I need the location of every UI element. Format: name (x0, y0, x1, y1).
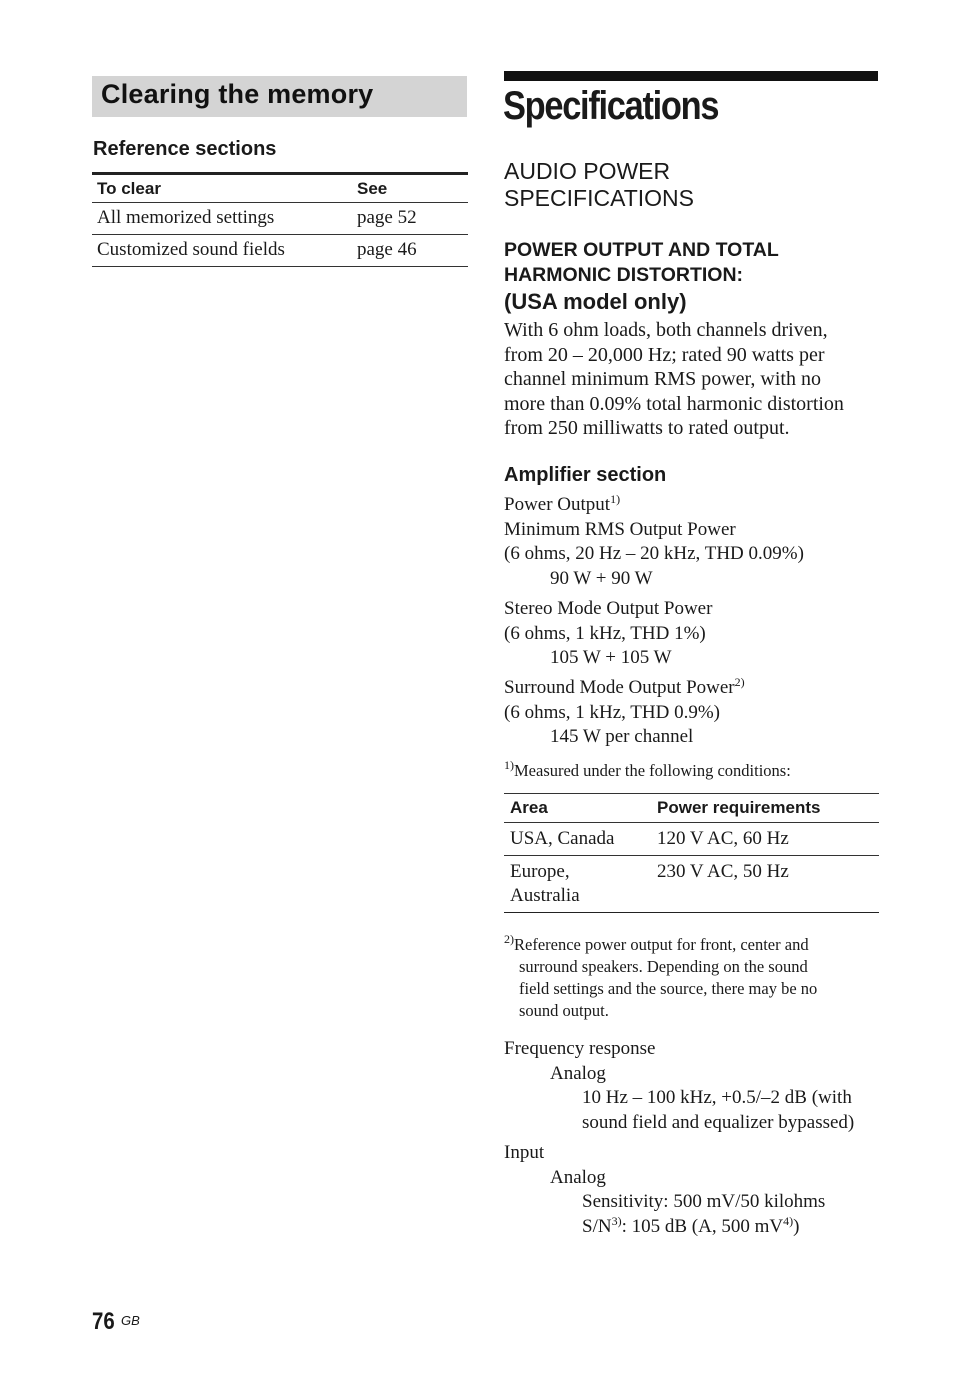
footnote-text: field settings and the source, there may be no (519, 979, 818, 998)
section-title: Clearing the memory (101, 79, 374, 109)
reference-table (92, 172, 468, 267)
sn-text: ) (793, 1215, 800, 1237)
surround-value: 145 W per channel (550, 726, 694, 747)
cell-see: page 46 (352, 235, 468, 267)
cell-power: 120 V AC, 60 Hz (651, 823, 879, 856)
input-sensitivity: Sensitivity: 500 mV/50 kilohms (582, 1191, 826, 1212)
footnote-2 (504, 934, 817, 1022)
audio-heading-line: AUDIO POWER (504, 158, 671, 184)
frequency-label: Frequency response (504, 1038, 656, 1059)
surround-cond: (6 ohms, 1 kHz, THD 0.9%) (504, 701, 721, 723)
footnote-text: sound output. (519, 1001, 609, 1020)
sn-text: : 105 dB (A, 500 mV (621, 1215, 784, 1237)
power-output-block (504, 493, 804, 591)
cell-see: page 52 (352, 203, 468, 235)
footnote-line (504, 934, 817, 956)
footnote-1 (504, 760, 791, 782)
input-block (504, 1141, 825, 1239)
header-see: See (352, 174, 468, 203)
table-row (504, 823, 879, 856)
pot-heading-line: POWER OUTPUT AND TOTAL (504, 239, 779, 261)
surround-label: Surround Mode Output Power (504, 677, 735, 698)
surround-label-line (504, 676, 745, 701)
power-output-label: Power Output (504, 494, 611, 515)
table-row (504, 856, 879, 913)
input-sub: Analog (550, 1166, 606, 1188)
paragraph-line: channel minimum RMS power, with no (504, 368, 821, 390)
input-label: Input (504, 1142, 545, 1163)
power-output-cond: (6 ohms, 20 Hz – 20 kHz, THD 0.09%) (504, 543, 804, 564)
footnote-text: Measured under the following conditions: (514, 761, 791, 780)
input-sn (504, 1215, 825, 1240)
footnote-text: Reference power output for front, center and (514, 935, 809, 954)
table-row (92, 235, 468, 267)
stereo-block (504, 597, 712, 671)
frequency-value: 10 Hz – 100 kHz, +0.5/–2 dB (with (582, 1087, 852, 1108)
frequency-sub: Analog (550, 1062, 606, 1084)
power-output-label-line (504, 493, 804, 518)
stereo-cond: (6 ohms, 1 kHz, THD 1%) (504, 622, 706, 644)
header-to-clear: To clear (92, 174, 352, 203)
power-requirements-table (504, 793, 879, 913)
cell-power: 230 V AC, 50 Hz (651, 856, 879, 913)
table-header-row (504, 794, 879, 823)
power-output-sub: Minimum RMS Output Power (504, 518, 736, 540)
power-output-value: 90 W + 90 W (550, 567, 653, 589)
footnote-ref: 4) (783, 1213, 794, 1228)
power-paragraph (504, 318, 884, 441)
frequency-block (504, 1037, 854, 1135)
paragraph-line: from 20 – 20,000 Hz; rated 90 watts per (504, 343, 825, 366)
footnote-mark: 2) (504, 932, 514, 946)
amplifier-heading: Amplifier section (504, 464, 667, 486)
reference-heading: Reference sections (93, 138, 277, 160)
cell-area: USA, Canada (504, 823, 651, 856)
pot-heading-line: HARMONIC DISTORTION: (504, 264, 744, 286)
paragraph-line: With 6 ohm loads, both channels driven, (504, 319, 828, 341)
header-power-req: Power requirements (651, 794, 879, 823)
page-suffix: GB (121, 1313, 140, 1328)
section-banner (92, 76, 467, 117)
table-row (92, 203, 468, 235)
frequency-value: sound field and equalizer bypassed) (582, 1111, 855, 1133)
usa-model-heading: (USA model only) (504, 289, 687, 314)
cell-area-line: Australia (510, 885, 580, 906)
stereo-label: Stereo Mode Output Power (504, 598, 713, 619)
footnote-mark: 1) (504, 758, 514, 772)
footnote-ref: 1) (610, 492, 621, 506)
header-area: Area (504, 794, 651, 823)
table-header-row (92, 174, 468, 203)
page-title: Specifications (503, 84, 719, 128)
page-number: 76 (92, 1308, 115, 1335)
cell-to-clear: All memorized settings (92, 203, 352, 235)
paragraph-line: more than 0.09% total harmonic distortion (504, 392, 844, 415)
cell-to-clear: Customized sound fields (92, 235, 352, 267)
cell-area-line: Europe, (510, 861, 570, 882)
footnote-text: surround speakers. Depending on the sound (519, 957, 808, 976)
audio-power-heading (504, 158, 694, 212)
audio-heading-line: SPECIFICATIONS (504, 185, 694, 211)
surround-block (504, 676, 745, 750)
power-output-heading (504, 238, 779, 288)
cell-area (504, 856, 651, 913)
stereo-value: 105 W + 105 W (550, 647, 672, 668)
paragraph-line: from 250 milliwatts to rated output. (504, 417, 790, 439)
footnote-ref: 2) (734, 675, 745, 689)
sn-text: S/N (582, 1215, 612, 1237)
footnote-ref: 3) (611, 1213, 622, 1228)
title-rule (504, 71, 878, 81)
